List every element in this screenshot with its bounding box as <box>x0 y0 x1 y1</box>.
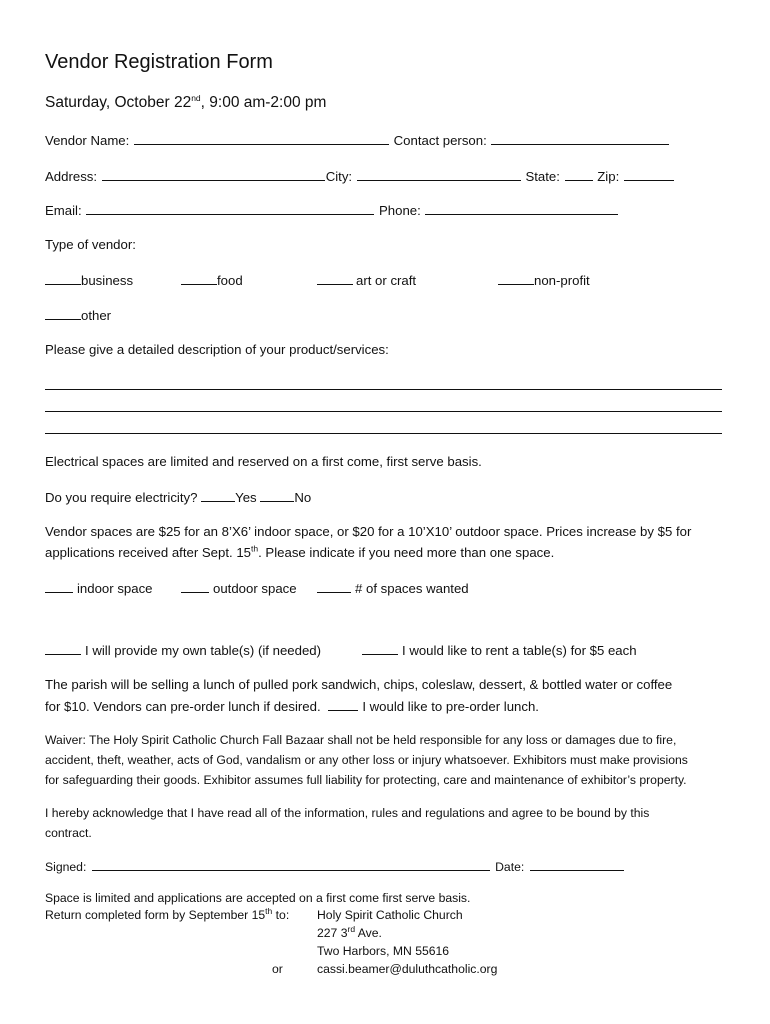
city-field[interactable] <box>357 168 521 181</box>
own-table-check[interactable] <box>45 642 81 655</box>
electric-yes-check[interactable] <box>201 489 235 502</box>
waiver-line-3: for safeguarding their goods. Exhibitor assumes full liability for protecting, care and maintenance of exhibitor’s property. <box>45 773 687 787</box>
food-check[interactable] <box>181 272 217 285</box>
lunch-line-2 <box>45 698 539 715</box>
address-line-1: Holy Spirit Catholic Church <box>317 908 463 922</box>
electric-note: Electrical spaces are limited and reserved on a first come, first serve basis. <box>45 454 482 469</box>
form-title: Vendor Registration Form <box>45 51 273 73</box>
zip-label: Zip: <box>597 169 620 184</box>
ack-line-1: I hereby acknowledge that I have read all of the information, rules and regulations and agree to be bound by this <box>45 806 650 820</box>
preorder-lunch-label: I would like to pre-order lunch. <box>362 699 539 714</box>
description-label: Please give a detailed description of your product/services: <box>45 342 389 357</box>
indoor-space-option <box>45 580 153 597</box>
vendor-name-label: Vendor Name: <box>45 133 130 148</box>
lunch-line-2-text: for $10. Vendors can pre-order lunch if desired. <box>45 699 321 714</box>
business-check[interactable] <box>45 272 81 285</box>
contact-person-label: Contact person: <box>393 133 487 148</box>
lunch-line-1: The parish will be selling a lunch of pulled pork sandwich, chips, coleslaw, dessert, & bottled water or coffee <box>45 677 673 692</box>
business-label: business <box>81 273 134 288</box>
vendor-name-field[interactable] <box>134 132 389 145</box>
outdoor-space-option <box>181 580 297 597</box>
spaces-count-option <box>317 580 469 597</box>
spaces-count-field[interactable] <box>317 580 351 593</box>
other-label: other <box>81 308 112 323</box>
footer-return-a: Return completed form by September 15 <box>45 908 266 922</box>
date-label: Date: <box>495 860 525 874</box>
state-field[interactable] <box>565 168 593 181</box>
email-row <box>45 202 619 219</box>
contact-person-field[interactable] <box>491 132 669 145</box>
contact-email[interactable]: cassi.beamer@duluthcatholic.org <box>317 962 498 976</box>
spaces-count-label: # of spaces wanted <box>355 581 469 596</box>
address-line-2-sup: rd <box>347 923 356 934</box>
signed-label: Signed: <box>45 860 87 874</box>
address-row <box>45 168 675 185</box>
nonprofit-check[interactable] <box>498 272 534 285</box>
vendor-name-row <box>45 132 670 149</box>
own-table-label: I will provide my own table(s) (if needed) <box>85 643 322 658</box>
vendor-type-nonprofit <box>498 272 590 289</box>
other-check[interactable] <box>45 307 81 320</box>
art-label: art or craft <box>356 273 417 288</box>
email-field[interactable] <box>86 202 374 215</box>
nonprofit-label: non-profit <box>534 273 590 288</box>
address-field[interactable] <box>102 168 325 181</box>
rent-table-option <box>362 642 637 659</box>
description-line-2[interactable] <box>45 411 722 412</box>
electric-yes-label: Yes <box>235 490 257 505</box>
footer-return-sup: th <box>265 905 273 916</box>
vendor-type-other <box>45 307 111 324</box>
phone-field[interactable] <box>425 202 618 215</box>
ack-line-2: contract. <box>45 826 92 840</box>
outdoor-space-check[interactable] <box>181 580 209 593</box>
food-label: food <box>217 273 243 288</box>
waiver-line-1: Waiver: The Holy Spirit Catholic Church Fall Bazaar shall not be held responsible for any loss or damages due to fire, <box>45 733 677 747</box>
electric-question: Do you require electricity? <box>45 490 198 505</box>
indoor-space-label: indoor space <box>77 581 153 596</box>
electric-no-label: No <box>294 490 312 505</box>
spaces-line-1: Vendor spaces are $25 for an 8’X6’ indoor space, or $20 for a 10’X10’ outdoor space. Prices increase by $5 for <box>45 524 692 539</box>
vendor-type-label: Type of vendor: <box>45 237 136 252</box>
outdoor-space-label: outdoor space <box>213 581 297 596</box>
description-line-3[interactable] <box>45 433 722 434</box>
preorder-lunch-check[interactable] <box>328 698 358 711</box>
footer-limited: Space is limited and applications are accepted on a first come first serve basis. <box>45 891 471 905</box>
event-date-time: , 9:00 am-2:00 pm <box>200 94 327 111</box>
rent-table-check[interactable] <box>362 642 398 655</box>
footer-return-b: to: <box>272 908 290 922</box>
address-line-2a: 227 3 <box>317 926 348 940</box>
address-line-3: Two Harbors, MN 55616 <box>317 944 450 958</box>
signature-field[interactable] <box>92 858 490 871</box>
event-date-sup: nd <box>191 92 201 103</box>
zip-field[interactable] <box>624 168 674 181</box>
art-check[interactable] <box>317 272 353 285</box>
spaces-line-2 <box>45 545 554 561</box>
signature-row <box>45 858 626 875</box>
vendor-type-art <box>317 272 416 289</box>
state-label: State: <box>525 169 560 184</box>
spaces-line-2a: applications received after Sept. 15 <box>45 545 251 560</box>
own-table-option <box>45 642 321 659</box>
event-date <box>45 93 326 113</box>
email-label: Email: <box>45 203 82 218</box>
vendor-type-business <box>45 272 133 289</box>
electric-question-row <box>45 489 311 506</box>
address-line-2 <box>317 923 382 941</box>
city-label: City: <box>325 169 353 184</box>
footer-return <box>45 905 290 923</box>
electric-no-check[interactable] <box>260 489 294 502</box>
spaces-line-2-sup: th <box>251 543 259 554</box>
date-field[interactable] <box>530 858 624 871</box>
indoor-space-check[interactable] <box>45 580 73 593</box>
event-date-main: Saturday, October 22 <box>45 94 192 111</box>
phone-label: Phone: <box>378 203 421 218</box>
footer-or: or <box>272 962 283 976</box>
address-label: Address: <box>45 169 98 184</box>
address-line-2b: Ave. <box>355 926 382 940</box>
vendor-type-food <box>181 272 243 289</box>
waiver-line-2: accident, theft, weather, acts of God, vandalism or any other loss or injury whatsoever. Exhibitors must make provisions <box>45 753 688 767</box>
rent-table-label: I would like to rent a table(s) for $5 each <box>402 643 637 658</box>
spaces-line-2b: . Please indicate if you need more than one space. <box>258 545 555 560</box>
description-line-1[interactable] <box>45 389 722 390</box>
